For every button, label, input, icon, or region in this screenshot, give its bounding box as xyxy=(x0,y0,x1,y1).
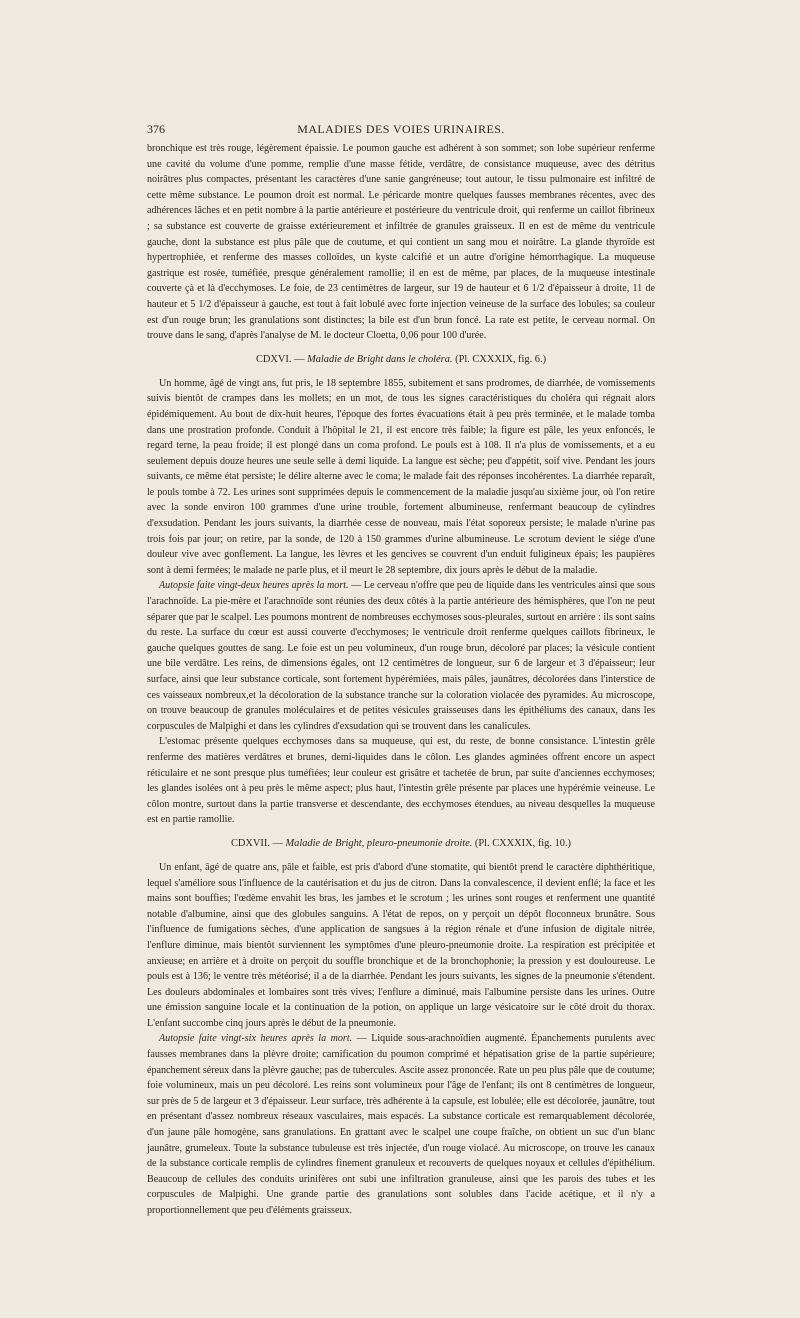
paragraph: Un homme, âgé de vingt ans, fut pris, le 18 septembre 1855, subitement et sans prodromes, de diarrhée, de vomissements suivis bientôt de crampes dans les mollets; en un mot, de tous les signes caractéristiques du choléra qui régnait alors épidémiquement. Au bout de dix-huit heures, l'époque des fortes évacuations était à peu près terminée, et le malade tomba dans une prostration profonde. Conduit à l'hôpital le 21, il est encore très faible; la figure est pâle, les yeux enfoncés, le regard terne, la peau froide; il est plongé dans un coma profond. Le pouls est à 108. Il n'a plus de vomissements, et a eu seulement depuis douze heures une seule selle à demi liquide. La langue est sèche; peu d'appétit, soif vive. Pendant les jours suivants, ce même état persiste; le délire alterne avec le coma; le malade fait des réponses incohérentes. La diarrhée reparaît, le pouls tombe à 72. Les urines sont supprimées depuis le commencement de la maladie jusqu'au sixième jour, où l'on retire avec la sonde environ 100 grammes d'une urine trouble, fortement albumineuse, renfermant beaucoup de cylindres d'exsudation. Pendant les jours suivants, la diarrhée cesse de nouveau, mais l'état soporeux persiste; le malade n'urine pas trois fois par jour; on retire, par la sonde, de 120 à 150 grammes d'urine albumineuse. Le scrotum devient le siége d'une douleur vive avec gonflement. La langue, les lèvres et les gencives se couvrent d'un enduit fuligineux épais; les paupières sont à demi fermées; le malade ne parle plus, et il meurt le 28 septembre, dix jours après le début de la maladie. xyxy=(147,377,655,576)
case-heading xyxy=(147,836,655,852)
case-title: Maladie de Bright dans le choléra. xyxy=(307,353,453,365)
paragraph: L'estomac présente quelques ecchymoses dans sa muqueuse, qui est, du reste, de bonne consistance. L'intestin grêle renferme des matières verdâtres et brunes, demi-liquides dans le côlon. Les glandes agminées offrent encore un aspect réticulaire et ne sont presque plus tuméfiées; leur couleur est grisâtre et tachetée de brun, par suite d'anciennes ecchymoses; les glandes isolées ont à peu près le même aspect; plus haut, l'intestin grêle présente par places une hypérémie veineuse. Le côlon montre, surtout dans la partie transverse et descendante, des ecchymoses étendues, au niveau desquelles la muqueuse est en partie ramollie. xyxy=(147,736,655,826)
page-header xyxy=(147,121,655,137)
running-head: MALADIES DES VOIES URINAIRES. xyxy=(297,122,505,136)
page-number: 376 xyxy=(147,122,165,136)
case-heading xyxy=(147,352,655,368)
autopsy-lead: Autopsie faite vingt-deux heures après la mort. xyxy=(159,580,349,592)
case-plate-ref: (Pl. CXXXIX, fig. 10.) xyxy=(472,837,572,849)
paragraph xyxy=(147,1031,655,1218)
body-text xyxy=(147,141,655,1219)
paragraph: Un enfant, âgé de quatre ans, pâle et faible, est pris d'abord d'une stomatite, qui bientôt prend le caractère diphthéritique, lequel s'améliore sous l'influence de la cautérisation et du jus de citron. Dans la convalescence, il devient enflé; la face et les mains sont bouffies; l'œdème envahit les bras, les jambes et le scrotum ; les urines sont rouges et renferment une quantité notable d'albumine, ainsi que des globules sanguins. A l'état de repos, on y perçoit un dépôt floconneux brunâtre. Sous l'influence de fumigations sèches, d'une application de sangsues à la région rénale et d'une infusion de digitale nitrée, l'enflure diminue, mais bientôt surviennent les symptômes d'une pleuro-pneumonie droite. La respiration est précipitée et anxieuse; en arrière et à droite on perçoit du souffle bronchique et de la bronchophonie; la pression y est douloureuse. Le pouls est à 136; le ventre très météorisé; il a de la diarrhée. Pendant les jours suivants, les signes de la pneumonie s'étendent. Les douleurs abdominales et lombaires sont très vives; l'enflure a diminué, mais l'albumine persiste dans les urines. Outre une émission sanguine locale et la continuation de la potion, on applique un large vésicatoire sur le côté droit du thorax. L'enfant succombe cinq jours après le début de la pneumonie. xyxy=(147,861,655,1029)
autopsy-lead: Autopsie faite vingt-six heures après la mort. xyxy=(159,1033,353,1045)
paragraph xyxy=(147,578,655,734)
case-title: Maladie de Bright, pleuro-pneumonie droite. xyxy=(285,837,473,849)
case-number: CDXVII. — xyxy=(230,837,286,849)
paragraph-body: — Liquide sous-arachnoïdien augmenté. Épanchements purulents avec fausses membranes dans la plèvre droite; carnification du poumon comprimé et hépatisation grise de la partie supérieure; épanchement séreux dans la plèvre gauche; pas de tubercules. Ascite assez prononcée. Rate un peu plus pâle que de coutume; foie volumineux, mais un peu décoloré. Les reins sont volumineux pour l'âge de l'enfant; ils ont 8 centimètres de longueur, sur près de 5 de largeur et 3 d'épaisseur. Leur surface, très adhérente à la capsule, est lobulée; elle est décolorée, jaunâtre, tout en présentant d'assez nombreux réseaux vasculaires, mais espacés. La substance corticale est remarquablement décolorée, d'un jaune pâle homogène, sans granulations. En grattant avec le scalpel une coupe fraîche, on obtient un suc d'un blanc jaunâtre, grumeleux. Toute la substance tubuleuse est très injectée, d'un rouge violacé. Au microscope, on trouve les canaux de la substance corticale remplis de cylindres finement granuleux et recouverts de quelques noyaux et cellules d'épithélium. Beaucoup de cellules des conduits urinifères ont subi une infiltration granuleuse, ainsi que les parois des tubes et les corpuscules de Malpighi. Une grande partie des granulations sont solubles dans l'acide acétique, et il n'y a proportionnellement que peu d'éléments graisseux. xyxy=(147,1033,655,1216)
paragraph: bronchique est très rouge, légèrement épaissie. Le poumon gauche est adhérent à son sommet; son lobe supérieur renferme une cavité du volume d'une pomme, remplie d'une masse fétide, verdâtre, de consistance muqueuse, avec des détritus noirâtres plus compactes, présentant les caractères d'une sanie gangréneuse; tout autour, le tissu pulmonaire est infiltré de cette même substance. Le poumon droit est normal. Le péricarde montre quelques fausses membranes récentes, avec des adhérences lâches et en petit nombre à la partie antérieure et postérieure du ventricule droit, qui renferme un caillot fibrineux ; sa substance est couverte de graisse extérieurement et infiltrée de granules graisseux. Il en est de même du ventricule gauche, dont la substance est plus pâle que de coutume, et qui contient un sang mou et noirâtre. La glande thyroïde est hypertrophiée, et renferme des masses colloïdes, un kyste calcifié et un autre d'origine hémorrhagique. La muqueuse gastrique est rosée, tuméfiée, presque généralement ramollie; il en est de même, par places, de la muqueuse intestinale couverte çà et là d'ecchymoses. Le foie, de 23 centimètres de largeur, sur 19 de hauteur et 6 1/2 d'épaisseur à droite, 11 de hauteur et 5 1/2 d'épaisseur à gauche, est tout à fait lobulé avec forte injection veineuse de la surface des lobules; sa couleur est d'un rouge brun; les granulations sont distinctes; la bile est d'un brun foncé. La rate est petite, le cerveau normal. On trouve dans le sang, d'après l'analyse de M. le docteur Cloetta, 0,06 pour 100 d'urée. xyxy=(147,143,655,342)
paragraph-body: — Le cerveau n'offre que peu de liquide dans les ventricules ainsi que sous l'arachnoïde. La pie-mère et l'arachnoïde sont réunies des deux côtés à la partie antérieure des hémisphères, que l'on ne peut séparer que par le scalpel. Les poumons montrent de nombreuses ecchymoses sous-pleurales, surtout en arrière : ils sont sains du reste. La surface du cœur est aussi couverte d'ecchymoses; le ventricule droit renferme quelques caillots fibrineux, le gauche quelques gouttes de sang. Le foie est un peu volumineux, d'un rouge brun, décoloré par places; la vésicule contient une bile verdâtre. Les reins, de dimensions égales, ont 12 centimètres de longueur, sur 6 de largeur et 3 d'épaisseur; leur surface, ainsi que leur substance corticale, sont fortement hypérémiées, mais pâles, jaunâtres, décolorées dans l'interstice de ces vaisseaux nombreux,et la décoloration de la substance tranche sur la coloration violacée des pyramides. Au microscope, on trouve beaucoup de granules moléculaires et de petites vésicules graisseuses dans les épithéliums des canaux, dans les corpuscules de Malpighi et dans les cylindres d'exsudation qui se trouvent dans les canalicules. xyxy=(147,580,655,732)
case-number: CDXVI. — xyxy=(255,353,308,365)
case-plate-ref: (Pl. CXXXIX, fig. 6.) xyxy=(452,353,547,365)
